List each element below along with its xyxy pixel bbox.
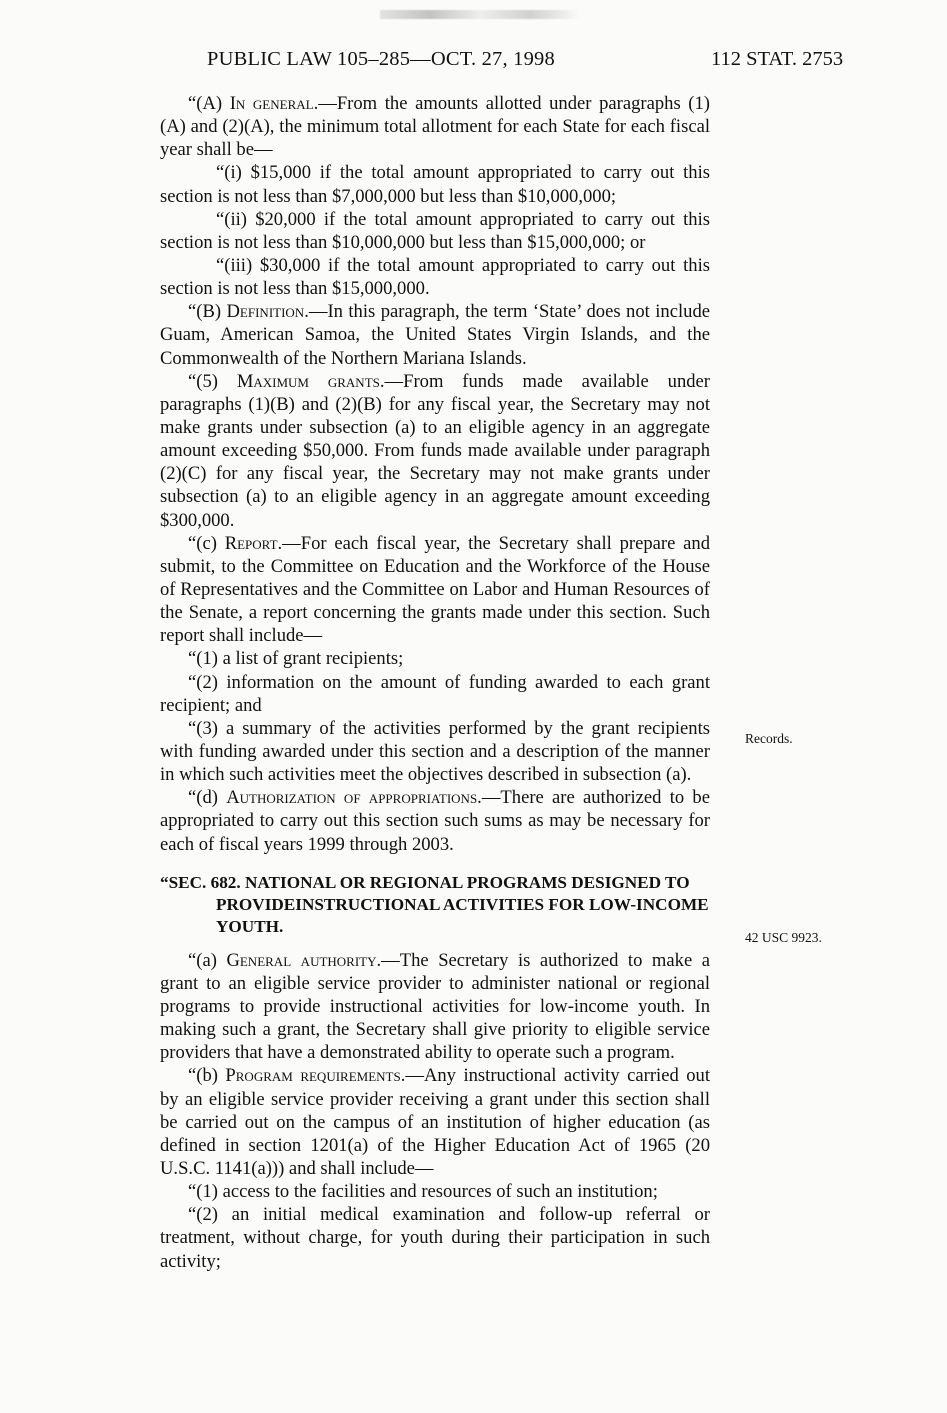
paragraph-b-2: “(2) an initial medical examination and follow-up referral or treatment, without charge, for youth during their participation in such activity; <box>160 1204 710 1272</box>
paragraph-clause-i: “(i) $15,000 if the total amount appropriated to carry out this section is not less than $7,000,000 but less than $10,000,000; <box>160 162 710 207</box>
paragraph-c-report: “(c) Report.—For each fiscal year, the Secretary shall prepare and submit, to the Committee on Education and the Workforce of the House of Representatives and the Committee on Labor and Human Resources of the Senate, a report concerning the grants made under this section. Such report shall include— <box>160 532 710 647</box>
paragraph-clause-ii: “(ii) $20,000 if the total amount appropriated to carry out this section is not less than $10,000,000 but less than $15,000,000; or <box>160 208 710 253</box>
paragraph-d-authorization: “(d) Authorization of appropriations.—There are authorized to be appropriated to carry out this section such sums as may be necessary for each of fiscal years 1999 through 2003. <box>160 787 710 855</box>
section-heading-line-2: PROVIDEINSTRUCTIONAL ACTIVITIES FOR LOW-INCOME <box>216 895 709 914</box>
paragraph-c-2: “(2) information on the amount of funding awarded to each grant recipient; and <box>160 671 710 716</box>
paragraph-c-3: “(3) a summary of the activities performed by the grant recipients with funding awarded under this section and a description of the manner in which such activities meet the objectives described in subsection (a). <box>160 717 710 786</box>
scan-artifact <box>380 10 580 19</box>
section-heading-line-3: YOUTH. <box>216 917 284 937</box>
paragraph-b-program-requirements: “(b) Program requirements.—Any instructional activity carried out by an eligible service provider receiving a grant under this section shall be carried out on the campus of an institution of higher education (as defined in section 1201(a) of the Higher Education Act of 1965 (20 U.S.C. 1141(a))) and shall include— <box>160 1065 710 1179</box>
section-heading <box>160 872 710 939</box>
section-heading-line-1: “SEC. 682. NATIONAL OR REGIONAL PROGRAMS DESIGNED TO <box>160 872 690 892</box>
paragraph-clause-iii: “(iii) $30,000 if the total amount appropriated to carry out this section is not less than $15,000,000. <box>160 254 710 300</box>
paragraph-5-maximum-grants: “(5) Maximum grants.—From funds made available under paragraphs (1)(B) and (2)(B) for any fiscal year, the Secretary may not make grants under subsection (a) to an eligible agency in an aggregate amount exceeding $50,000. From funds made available under paragraph (2)(C) for any fiscal year, the Secretary may not make grants under subsection (a) to an eligible agency in an aggregate amount exceeding $300,000. <box>160 370 710 531</box>
page-content <box>0 48 947 1272</box>
paragraph-b-definition: “(B) Definition.—In this paragraph, the term ‘State’ does not include Guam, American Samoa, the United States Virgin Islands, and the Commonwealth of the Northern Mariana Islands. <box>160 301 710 369</box>
running-head <box>0 48 947 82</box>
running-head-left: PUBLIC LAW 105–285—OCT. 27, 1998 <box>207 48 555 70</box>
body-column <box>160 92 710 1273</box>
paragraph-c-1: “(1) a list of grant recipients; <box>188 648 404 670</box>
running-head-right: 112 STAT. 2753 <box>711 48 844 70</box>
paragraph-a-general: “(A) In general.—From the amounts allotted under paragraphs (1)(A) and (2)(A), the minimum total allotment for each State for each fiscal year shall be— <box>160 93 710 161</box>
margin-note-records: Records. <box>745 731 793 746</box>
margin-note-usc: 42 USC 9923. <box>745 930 822 945</box>
paragraph-a-general-authority: “(a) General authority.—The Secretary is authorized to make a grant to an eligible service provider to administer national or regional programs to provide instructional activities for low-income youth. In making such a grant, the Secretary shall give priority to eligible service providers that have a demonstrated ability to operate such a program. <box>160 949 710 1064</box>
paragraph-b-1: “(1) access to the facilities and resources of such an institution; <box>188 1181 658 1203</box>
